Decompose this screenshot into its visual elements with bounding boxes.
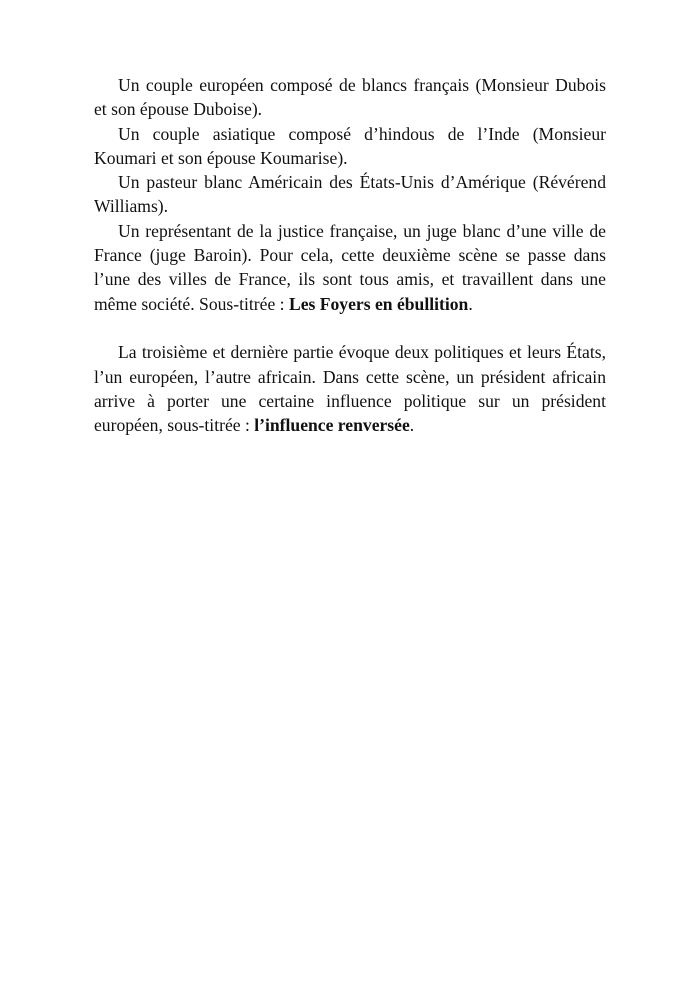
subtitle-influence-renversee: l’influence renversée [254, 415, 410, 436]
paragraph-juge-text: Un représentant de la justice française, un juge blanc d’une ville de France (juge Baroin). Pour cela, cette deuxième scène se passe dans l’une des villes de France, ils sont tous amis, et travaillent dans une même société. Sous-titrée : [94, 220, 606, 314]
document-page [94, 73, 606, 437]
paragraph-spacer [94, 316, 606, 340]
paragraph-juge [94, 219, 606, 316]
paragraph-troisieme-end: . [409, 415, 415, 436]
paragraph-couple-asiatique: Un couple asiatique composé d’hindous de l’Inde (Monsieur Koumari et son épouse Koumarise). [94, 123, 606, 168]
paragraph-pasteur: Un pasteur blanc Américain des États-Unis d’Amérique (Révérend Williams). [94, 172, 606, 217]
paragraph-juge-end: . [468, 293, 473, 314]
paragraph-troisieme-text: La troisième et dernière partie évoque deux politiques et leurs États, l’un européen, l’autre africain. Dans cette scène, un président africain arrive à porter une certaine influence politique sur un président européen, sous-titrée : [94, 342, 606, 436]
paragraph-troisieme-partie [94, 340, 606, 437]
subtitle-foyers-en-ebullition: Les Foyers en ébullition [288, 293, 469, 314]
paragraph-couple-europeen: Un couple européen composé de blancs français (Monsieur Dubois et son épouse Duboise). [94, 75, 606, 120]
